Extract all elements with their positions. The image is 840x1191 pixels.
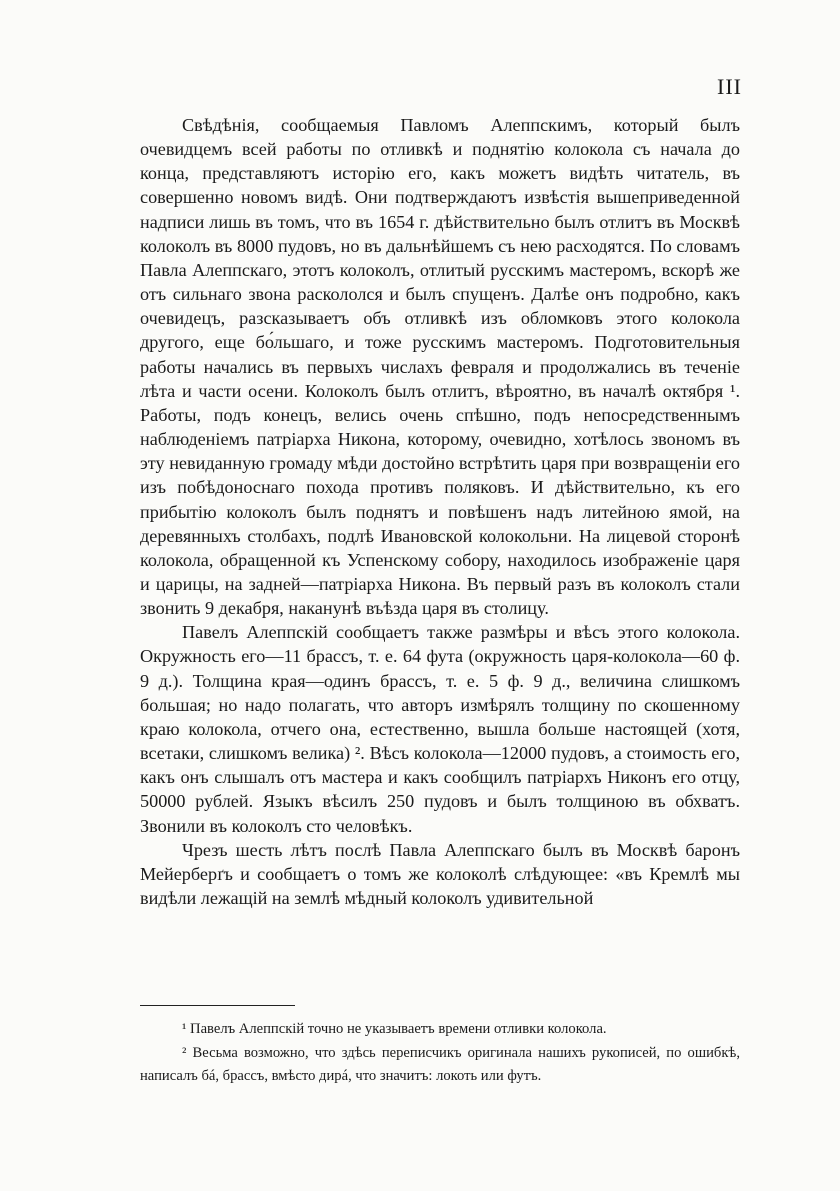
main-text (140, 113, 740, 910)
footnote-2: ² Весьма возможно, что здѣсь переписчикъ оригинала нашихъ рукописей, по ошибкѣ, написалъ бá, брассъ, вмѣсто дирá, что значитъ: локоть или футъ. (140, 1044, 740, 1084)
page-number: III (717, 74, 742, 99)
paragraph-2: Павелъ Алеппскій сообщаетъ также размѣры и вѣсъ этого колокола. Окружность его—11 брассъ, т. е. 64 фута (окружность царя-колокола—60 ф. 9 д.). Толщина края—одинъ брассъ, т. е. 5 ф. 9 д., величина слишкомъ большая; но надо полагать, что авторъ измѣрялъ толщину по скошенному краю колокола, отчего она, естественно, вышла больше настоящей (хотя, всетаки, слишкомъ велика) ². Вѣсъ колокола—12000 пудовъ, а стоимость его, какъ онъ слышалъ отъ мастера и какъ сообщилъ патріархъ Никонъ его отцу, 50000 рублей. Языкъ вѣсилъ 250 пудовъ и былъ толщиною въ обхватъ. Звонили въ колоколъ сто человѣкъ. (140, 622, 740, 836)
footnotes (140, 1018, 740, 1089)
paragraph-3: Чрезъ шесть лѣтъ послѣ Павла Алеппскаго былъ въ Москвѣ баронъ Мейерберґъ и сообщаетъ о томъ же колоколѣ слѣдующее: «въ Кремлѣ мы видѣли лежащій на землѣ мѣдный колоколъ удивительной (140, 839, 740, 908)
footnote-divider (140, 1005, 295, 1006)
paragraph-1: Свѣдѣнія, сообщаемыя Павломъ Алеппскимъ, который былъ очевидцемъ всей работы по отливкѣ и поднятію колокола съ начала до конца, представляютъ исторію его, какъ можетъ видѣть читатель, въ совершенно новомъ видѣ. Они подтверждаютъ извѣстія вышеприведенной надписи лишь въ томъ, что въ 1654 г. дѣйствительно былъ отлитъ въ Москвѣ колоколъ въ 8000 пудовъ, но въ дальнѣйшемъ съ нею расходятся. По словамъ Павла Алеппскаго, этотъ колоколъ, отлитый русскимъ мастеромъ, вскорѣ же отъ сильнаго звона раскололся и былъ спущенъ. Далѣе онъ подробно, какъ очевидецъ, разсказываетъ объ отливкѣ изъ обломковъ этого колокола другого, еще бо́льшаго, и тоже русскимъ мастеромъ. Подготовительныя работы начались въ первыхъ числахъ февраля и продолжались въ теченіе лѣта и части осени. Колоколъ былъ отлитъ, вѣроятно, въ началѣ октября ¹. Работы, подъ конецъ, велись очень спѣшно, подъ непосредственнымъ наблюденіемъ патріарха Никона, которому, очевидно, хотѣлось звономъ въ эту невиданную громаду мѣди достойно встрѣтить царя при возвращеніи его изъ побѣдоноснаго похода противъ поляковъ. И дѣйствительно, къ его прибытію колоколъ былъ поднятъ и повѣшенъ надъ литейною ямой, на деревянныхъ столбахъ, подлѣ Ивановской колокольни. На лицевой сторонѣ колокола, обращенной къ Успенскому собору, находилось изображеніе царя и царицы, на задней—патріарха Никона. Въ первый разъ въ колоколъ стали звонить 9 декабря, наканунѣ въѣзда царя въ столицу. (140, 115, 740, 619)
footnote-1: ¹ Павелъ Алеппскій точно не указываетъ времени отливки колокола. (182, 1021, 607, 1037)
